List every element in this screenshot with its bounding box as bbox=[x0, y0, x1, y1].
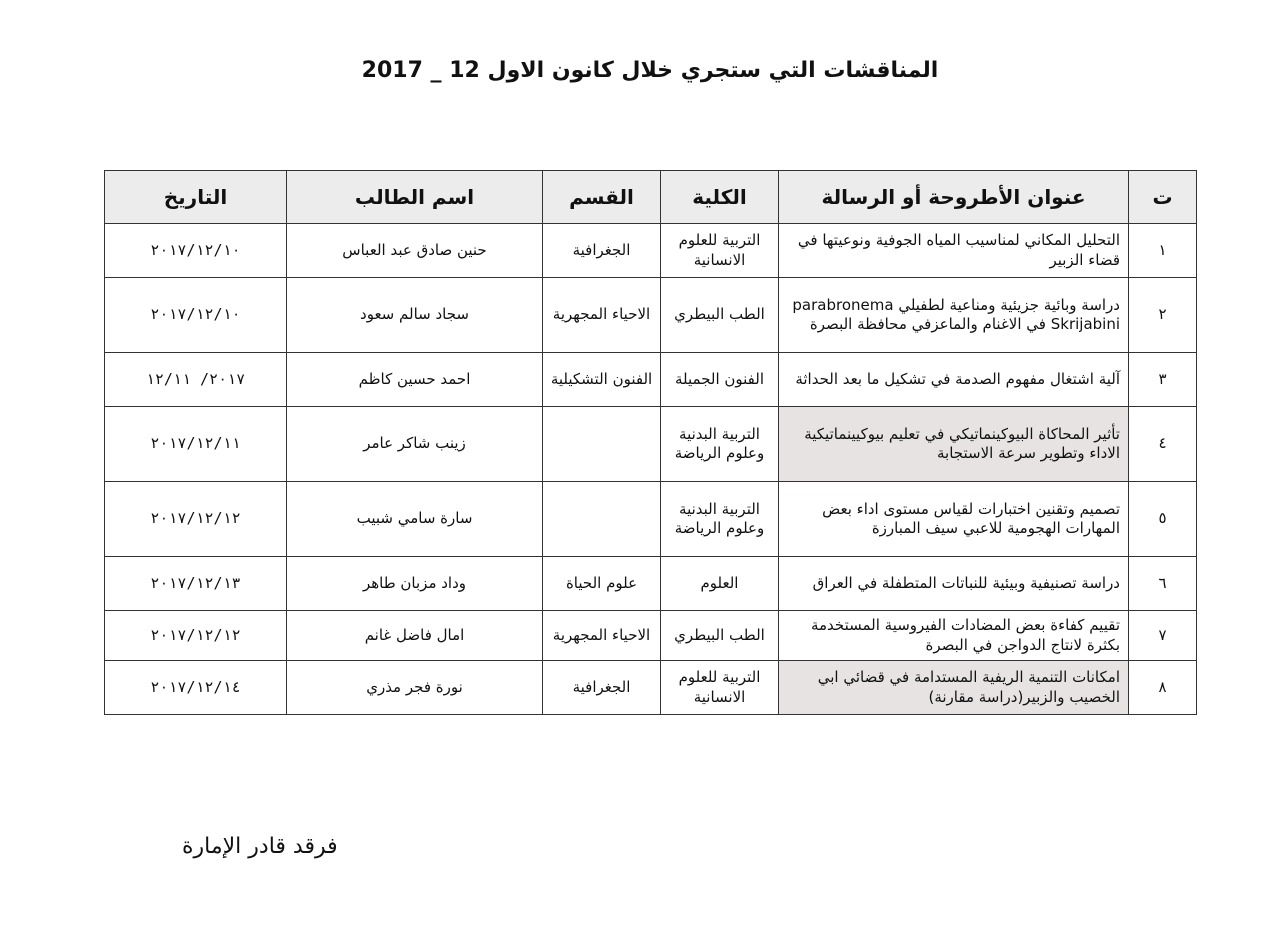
discussion-date: ٢٠١٧/١٢/١٢ bbox=[105, 611, 287, 661]
student-name: سارة سامي شبيب bbox=[287, 482, 543, 557]
signature: فرقد قادر الإمارة bbox=[182, 834, 338, 859]
discussion-date: ٢٠١٧/١٢/١٣ bbox=[105, 557, 287, 611]
header-student-name: اسم الطالب bbox=[287, 171, 543, 224]
department: الجغرافية bbox=[543, 661, 661, 715]
thesis-title: دراسة وبائية جزيئية ومناعية لطفيلي parabronema Skrijabini في الاغنام والماعزفي محافظة البصرة bbox=[779, 278, 1129, 353]
student-name: نورة فجر مذري bbox=[287, 661, 543, 715]
discussions-table bbox=[104, 170, 1197, 715]
row-index: ٧ bbox=[1129, 611, 1197, 661]
discussion-date: ٢٠١٧/١٢/١٠ bbox=[105, 278, 287, 353]
discussion-date: ٢٠١٧/١٢/١٢ bbox=[105, 482, 287, 557]
thesis-title: امكانات التنمية الريفية المستدامة في قضائي ابي الخصيب والزبير(دراسة مقارنة) bbox=[779, 661, 1129, 715]
student-name: سجاد سالم سعود bbox=[287, 278, 543, 353]
department bbox=[543, 407, 661, 482]
department: علوم الحياة bbox=[543, 557, 661, 611]
thesis-title: تأثير المحاكاة البيوكينماتيكي في تعليم بيوكيينماتيكية الاداء وتطوير سرعة الاستجابة bbox=[779, 407, 1129, 482]
row-index: ٥ bbox=[1129, 482, 1197, 557]
department: الاحياء المجهرية bbox=[543, 278, 661, 353]
college: الطب البيطري bbox=[661, 278, 779, 353]
discussion-date: ٢٠١٧/ ١٢/١١ bbox=[105, 353, 287, 407]
college: العلوم bbox=[661, 557, 779, 611]
thesis-title: التحليل المكاني لمناسيب المياه الجوفية ونوعيتها في قضاء الزبير bbox=[779, 224, 1129, 278]
table-row bbox=[105, 482, 1197, 557]
header-college: الكلية bbox=[661, 171, 779, 224]
table-header-row bbox=[105, 171, 1197, 224]
student-name: وداد مزبان طاهر bbox=[287, 557, 543, 611]
college: التربية البدنية وعلوم الرياضة bbox=[661, 407, 779, 482]
table-row bbox=[105, 407, 1197, 482]
row-index: ٨ bbox=[1129, 661, 1197, 715]
department: الفنون التشكيلية bbox=[543, 353, 661, 407]
table-row bbox=[105, 278, 1197, 353]
page-title: المناقشات التي ستجري خلال كانون الاول 12 _ 2017 bbox=[361, 58, 939, 83]
student-name: حنين صادق عبد العباس bbox=[287, 224, 543, 278]
row-index: ٤ bbox=[1129, 407, 1197, 482]
table-row bbox=[105, 611, 1197, 661]
college: الطب البيطري bbox=[661, 611, 779, 661]
row-index: ١ bbox=[1129, 224, 1197, 278]
discussion-date: ٢٠١٧/١٢/١٠ bbox=[105, 224, 287, 278]
table-row bbox=[105, 661, 1197, 715]
discussion-date: ٢٠١٧/١٢/١٤ bbox=[105, 661, 287, 715]
thesis-title: آلية اشتغال مفهوم الصدمة في تشكيل ما بعد الحداثة bbox=[779, 353, 1129, 407]
college: التربية البدنية وعلوم الرياضة bbox=[661, 482, 779, 557]
table-row bbox=[105, 353, 1197, 407]
discussion-date: ٢٠١٧/١٢/١١ bbox=[105, 407, 287, 482]
college: التربية للعلوم الانسانية bbox=[661, 224, 779, 278]
header-thesis-title: عنوان الأطروحة أو الرسالة bbox=[779, 171, 1129, 224]
college: الفنون الجميلة bbox=[661, 353, 779, 407]
thesis-title: تقييم كفاءة بعض المضادات الفيروسية المستخدمة بكثرة لانتاج الدواجن في البصرة bbox=[779, 611, 1129, 661]
college: التربية للعلوم الانسانية bbox=[661, 661, 779, 715]
table-row bbox=[105, 224, 1197, 278]
thesis-title: تصميم وتقنين اختبارات لقياس مستوى اداء بعض المهارات الهجومية للاعبي سيف المبارزة bbox=[779, 482, 1129, 557]
department: الجغرافية bbox=[543, 224, 661, 278]
table-row bbox=[105, 557, 1197, 611]
row-index: ٣ bbox=[1129, 353, 1197, 407]
header-date: التاريخ bbox=[105, 171, 287, 224]
row-index: ٢ bbox=[1129, 278, 1197, 353]
header-index: ت bbox=[1129, 171, 1197, 224]
department bbox=[543, 482, 661, 557]
header-department: القسم bbox=[543, 171, 661, 224]
thesis-title: دراسة تصنيفية وبيئية للنباتات المتطفلة في العراق bbox=[779, 557, 1129, 611]
department: الاحياء المجهرية bbox=[543, 611, 661, 661]
student-name: احمد حسين كاظم bbox=[287, 353, 543, 407]
student-name: امال فاضل غانم bbox=[287, 611, 543, 661]
student-name: زينب شاكر عامر bbox=[287, 407, 543, 482]
row-index: ٦ bbox=[1129, 557, 1197, 611]
